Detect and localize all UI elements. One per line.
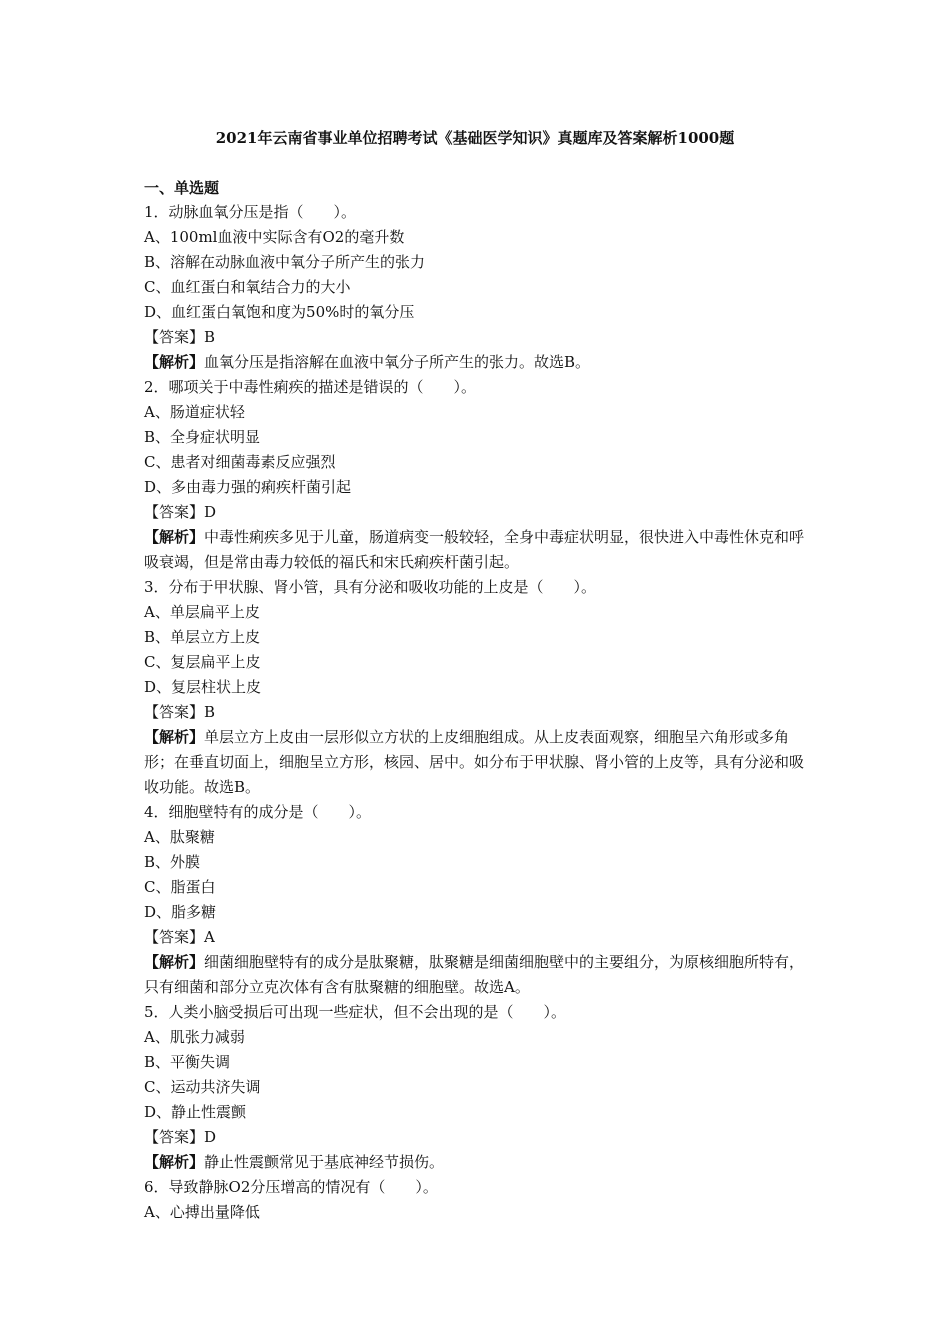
answer-option: A、肽聚糖 xyxy=(144,828,215,846)
question-block xyxy=(144,800,808,1000)
answer-value: D xyxy=(204,1128,217,1146)
question-text: 2．哪项关于中毒性痢疾的描述是错误的（ ）。 xyxy=(144,378,477,396)
question-text: 1．动脉血氧分压是指（ ）。 xyxy=(144,203,357,221)
explanation-text: 细菌细胞壁特有的成分是肽聚糖，肽聚糖是细菌细胞壁中的主要组分，为原核细胞所特有，只有细菌和部分立克次体有含有肽聚糖的细胞壁。故选A。 xyxy=(144,953,805,996)
answer-option: C、运动共济失调 xyxy=(144,1078,261,1096)
answer-option: C、复层扁平上皮 xyxy=(144,653,261,671)
explanation-line xyxy=(144,950,808,1000)
answer-label: 【答案】 xyxy=(144,1128,205,1146)
document-title: 2021年云南省事业单位招聘考试《基础医学知识》真题库及答案解析1000题 xyxy=(215,129,735,147)
explanation-text: 血氧分压是指溶解在血液中氧分子所产生的张力。故选B。 xyxy=(204,353,591,371)
answer-value: B xyxy=(204,328,216,346)
answer-option: C、患者对细菌毒素反应强烈 xyxy=(144,453,336,471)
explanation-label: 【解析】 xyxy=(144,353,205,371)
question-text: 3．分布于甲状腺、肾小管，具有分泌和吸收功能的上皮是（ ）。 xyxy=(144,578,597,596)
explanation-text: 单层立方上皮由一层形似立方状的上皮细胞组成。从上皮表面观察，细胞呈六角形或多角形；在垂直切面上，细胞呈立方形，核园、居中。如分布于甲状腺、肾小管的上皮等，具有分泌和吸收功能。故选B。 xyxy=(144,728,805,796)
explanation-line xyxy=(144,1150,808,1175)
answer-option: B、单层立方上皮 xyxy=(144,628,261,646)
answer-label: 【答案】 xyxy=(144,328,205,346)
answer-option: B、外膜 xyxy=(144,853,201,871)
answer-line xyxy=(144,500,808,525)
question-block xyxy=(144,1175,808,1225)
answer-line xyxy=(144,1125,808,1150)
answer-line xyxy=(144,325,808,350)
explanation-label: 【解析】 xyxy=(144,728,205,746)
answer-label: 【答案】 xyxy=(144,703,205,721)
answer-option: B、溶解在动脉血液中氧分子所产生的张力 xyxy=(144,253,426,271)
explanation-label: 【解析】 xyxy=(144,1153,205,1171)
answer-option: A、肠道症状轻 xyxy=(144,403,245,421)
answer-option: B、平衡失调 xyxy=(144,1053,231,1071)
answer-option: D、血红蛋白氧饱和度为50%时的氧分压 xyxy=(144,303,415,321)
answer-value: A xyxy=(204,928,215,946)
answer-option: D、复层柱状上皮 xyxy=(144,678,262,696)
question-text: 4．细胞壁特有的成分是（ ）。 xyxy=(144,803,372,821)
question-text: 6．导致静脉O2分压增高的情况有（ ）。 xyxy=(144,1178,438,1196)
explanation-line xyxy=(144,525,808,575)
answer-value: B xyxy=(204,703,216,721)
explanation-label: 【解析】 xyxy=(144,528,205,546)
question-text: 5．人类小脑受损后可出现一些症状，但不会出现的是（ ）。 xyxy=(144,1003,567,1021)
explanation-label: 【解析】 xyxy=(144,953,205,971)
answer-option: A、肌张力减弱 xyxy=(144,1028,245,1046)
explanation-line xyxy=(144,350,808,375)
answer-option: B、全身症状明显 xyxy=(144,428,261,446)
explanation-line xyxy=(144,725,808,800)
answer-option: C、脂蛋白 xyxy=(144,878,216,896)
answer-label: 【答案】 xyxy=(144,928,205,946)
question-block xyxy=(144,375,808,575)
question-list xyxy=(144,200,808,1225)
answer-label: 【答案】 xyxy=(144,503,205,521)
answer-value: D xyxy=(204,503,217,521)
answer-option: D、多由毒力强的痢疾杆菌引起 xyxy=(144,478,352,496)
explanation-text: 中毒性痢疾多见于儿童，肠道病变一般较轻，全身中毒症状明显，很快进入中毒性休克和呼吸衰竭，但是常由毒力较低的福氏和宋氏痢疾杆菌引起。 xyxy=(144,528,805,571)
answer-option: A、心搏出量降低 xyxy=(144,1203,260,1221)
question-block xyxy=(144,575,808,800)
section-heading: 一、单选题 xyxy=(144,179,220,197)
answer-option: A、单层扁平上皮 xyxy=(144,603,260,621)
answer-option: D、静止性震颤 xyxy=(144,1103,247,1121)
answer-option: A、100ml血液中实际含有O2的毫升数 xyxy=(144,228,405,246)
question-block xyxy=(144,200,808,375)
answer-option: D、脂多糖 xyxy=(144,903,217,921)
answer-option: C、血红蛋白和氧结合力的大小 xyxy=(144,278,351,296)
answer-line xyxy=(144,700,808,725)
answer-line xyxy=(144,925,808,950)
question-block xyxy=(144,1000,808,1175)
explanation-text: 静止性震颤常见于基底神经节损伤。 xyxy=(204,1153,445,1171)
